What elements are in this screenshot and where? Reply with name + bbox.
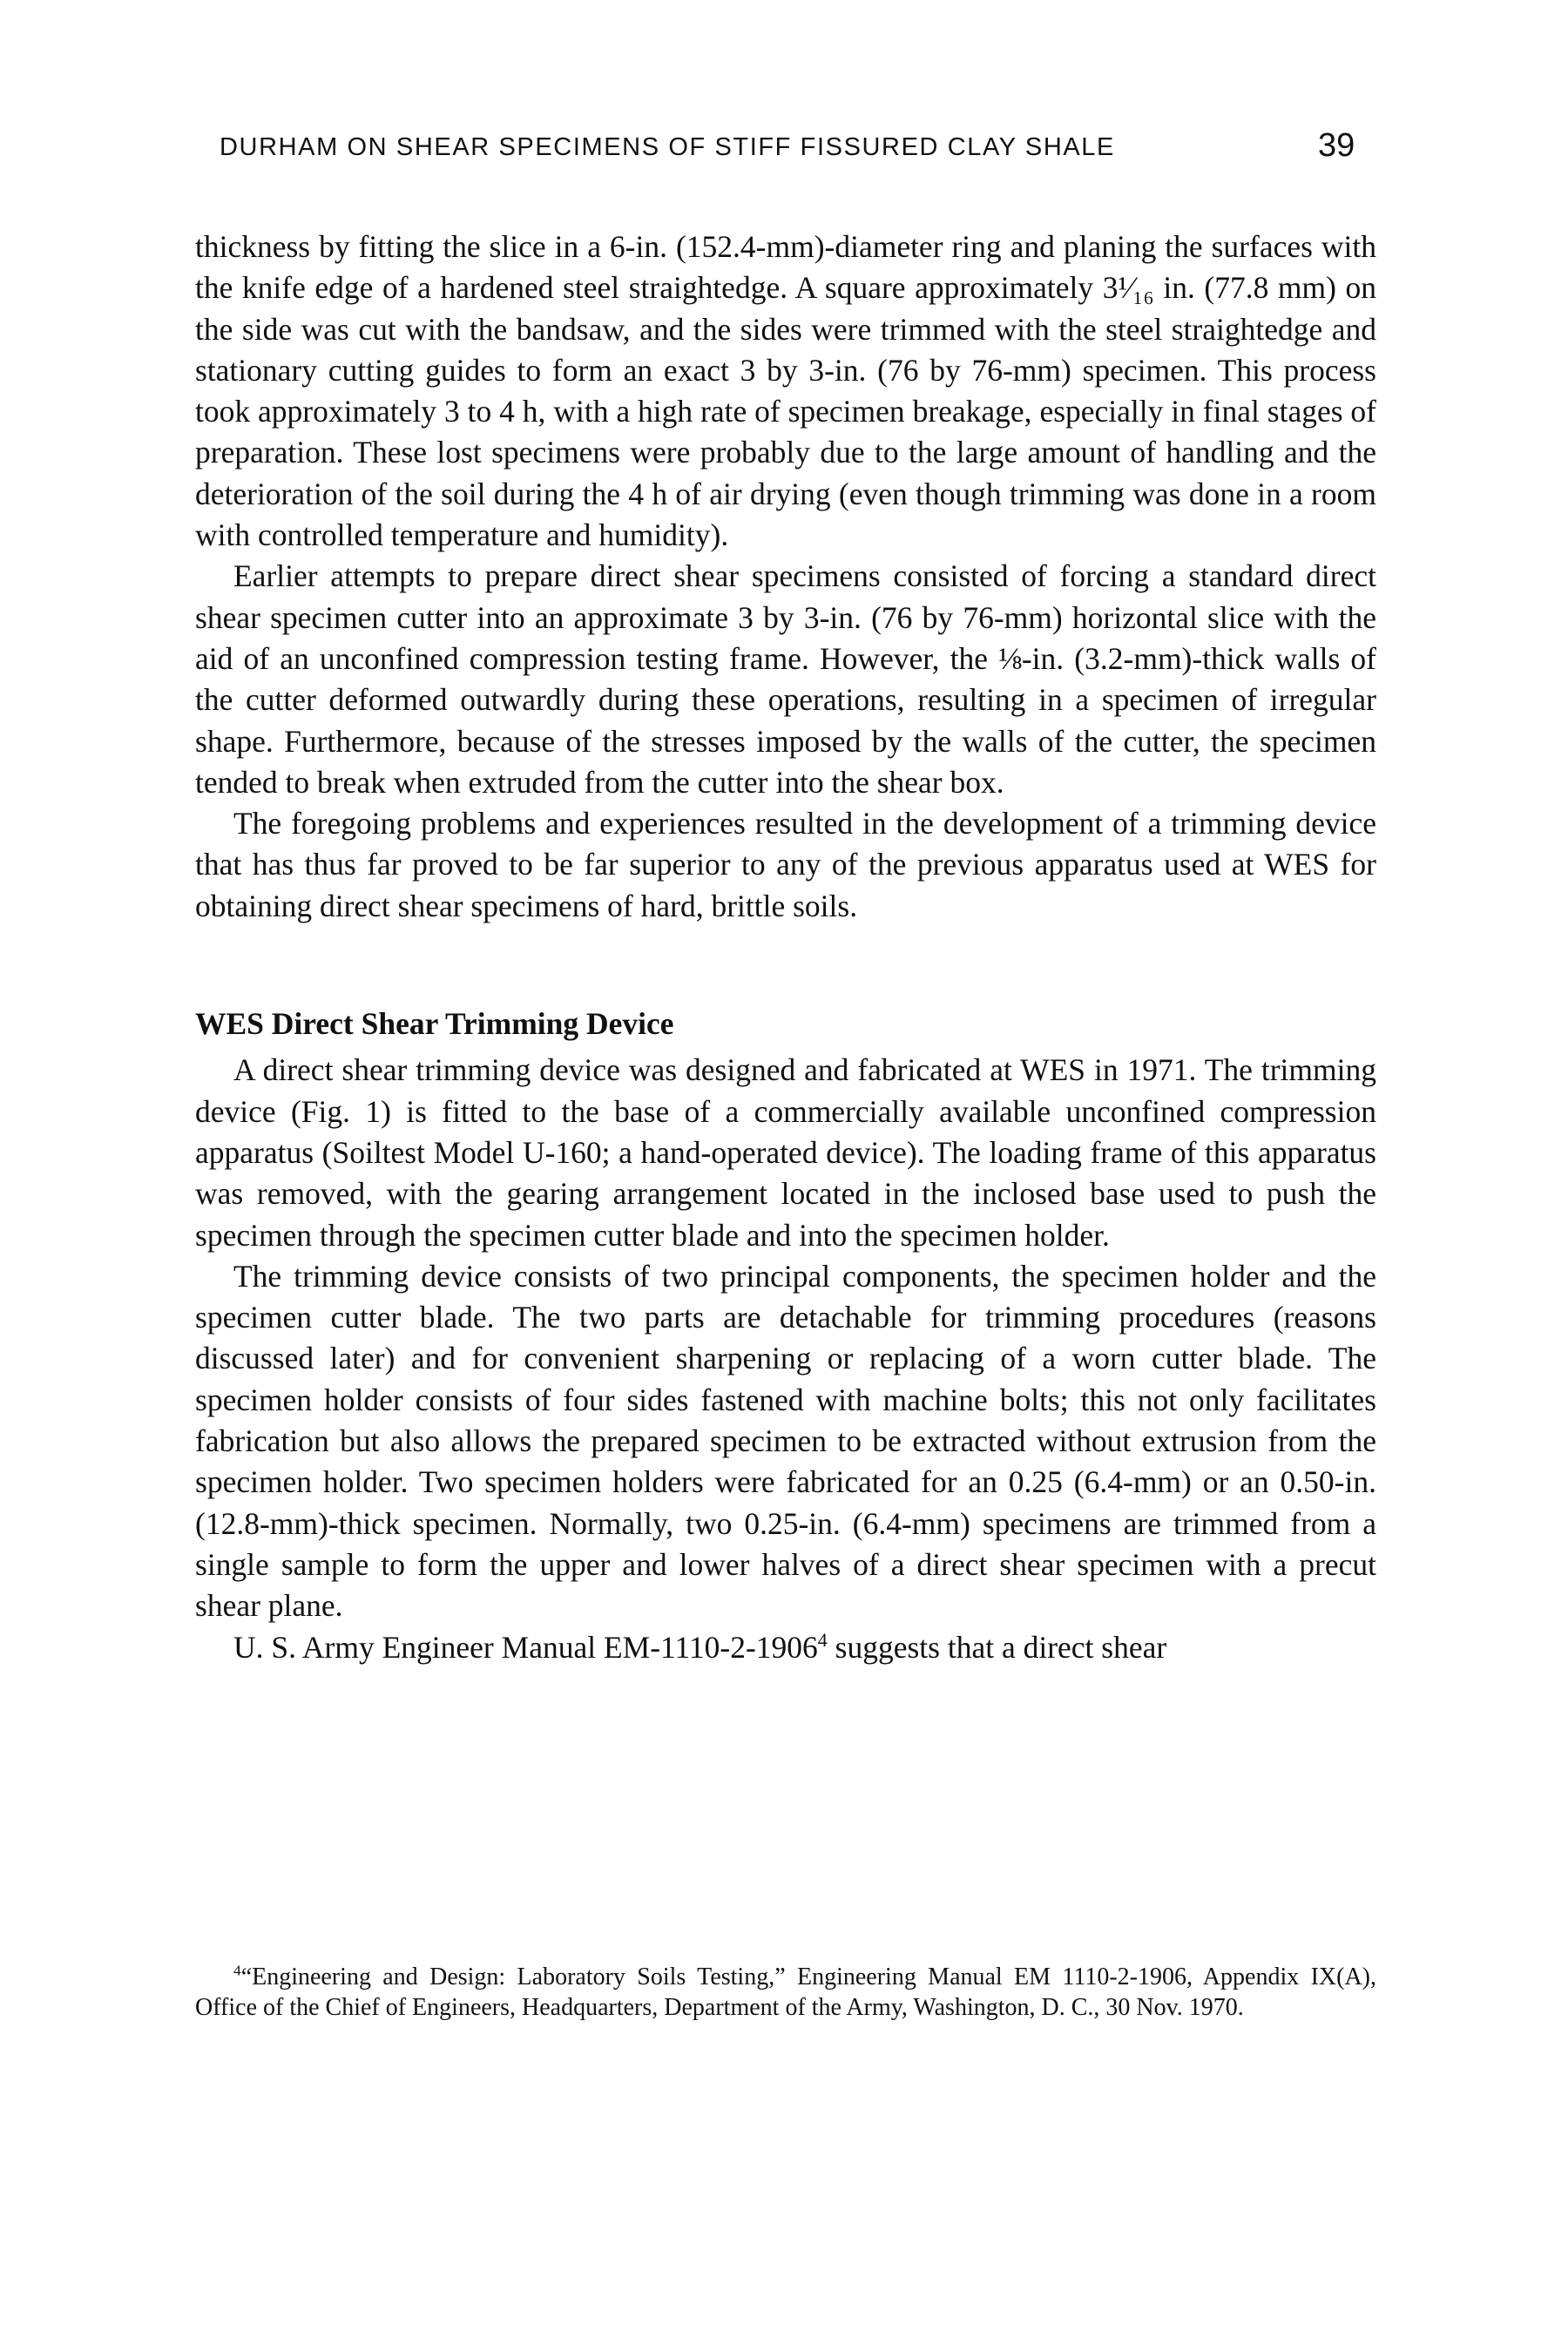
footnote-paragraph (195, 1962, 1376, 2023)
paragraph-earlier-attempts: Earlier attempts to prepare direct shear specimens consisted of forcing a standard direct shear specimen cutter into an approximate 3 by 3-in. (76 by 76-mm) horizontal slice with the aid of an unconfined compression testing frame. However, the ⅛-in. (3.2-mm)-thick walls of the cutter deformed outwardly during these operations, resulting in a specimen of irregular shape. Furthermore, because of the stresses imposed by the walls of the cutter, the specimen tended to break when extruded from the cutter into the shear box. (195, 558, 1376, 800)
running-header-title: DURHAM ON SHEAR SPECIMENS OF STIFF FISSURED CLAY SHALE (220, 133, 1115, 161)
footnote-marker: 4 (233, 1962, 241, 1979)
footnote-text: “Engineering and Design: Laboratory Soils Testing,” Engineering Manual EM 1110-2-1906, Appendix IX(A), Office of the Chief of Engineers, Headquarters, Department of the Army, Washington, D. C., 30 Nov. 1970. (195, 1963, 1376, 2021)
body-text (195, 226, 1376, 1668)
army-manual-text: U. S. Army Engineer Manual EM-1110-2-1906 (233, 1629, 818, 1665)
footnote-reference: 4 (817, 1628, 828, 1651)
page-number: 39 (1318, 127, 1355, 164)
section-heading: WES Direct Shear Trimming Device (195, 1006, 674, 1042)
paragraph-continued: thickness by fitting the slice in a 6-in. (152.4-mm)-diameter ring and planing the surfaces with the knife edge of a hardened steel straightedge. A square approximately 3¹⁄₁₆ in. (77.8 mm) on the side was cut with the bandsaw, and the sides were trimmed with the steel straightedge and stationary cutting guides to form an exact 3 by 3-in. (76 by 76-mm) specimen. This process took approximately 3 to 4 h, with a high rate of specimen breakage, especially in final stages of preparation. These lost specimens were probably due to the large amount of handling and the deterioration of the soil during the 4 h of air drying (even though trimming was done in a room with controlled temperature and humidity). (195, 229, 1376, 553)
paragraph-device-components: The trimming device consists of two principal components, the specimen holder and the specimen cutter blade. The two parts are detachable for trimming procedures (reasons discussed later) and for convenient sharpening or replacing of a worn cutter blade. The specimen holder consists of four sides fastened with machine bolts; this not only facilitates fabrication but also allows the prepared specimen to be extracted without extrusion from the specimen holder. Two specimen holders were fabricated for an 0.25 (6.4-mm) or an 0.50-in. (12.8-mm)-thick specimen. Normally, two 0.25-in. (6.4-mm) specimens are trimmed from a single sample to form the upper and lower halves of a direct shear specimen with a precut shear plane. (195, 1258, 1376, 1624)
footnote (195, 1962, 1376, 2023)
paragraph-army-manual (195, 1627, 1376, 1668)
paragraph-foregoing-problems: The foregoing problems and experiences resulted in the development of a trimming device that has thus far proved to be far superior to any of the previous apparatus used at WES for obtaining direct shear specimens of hard, brittle soils. (195, 806, 1376, 923)
paragraph-device-design: A direct shear trimming device was designed and fabricated at WES in 1971. The trimming device (Fig. 1) is fitted to the base of a commercially available unconfined compression apparatus (Soiltest Model U-160; a hand-operated device). The loading frame of this apparatus was removed, with the gearing arrangement located in the inclosed base used to push the specimen through the specimen cutter blade and into the specimen holder. (195, 1052, 1376, 1253)
army-manual-text-tail: suggests that a direct shear (827, 1629, 1167, 1665)
